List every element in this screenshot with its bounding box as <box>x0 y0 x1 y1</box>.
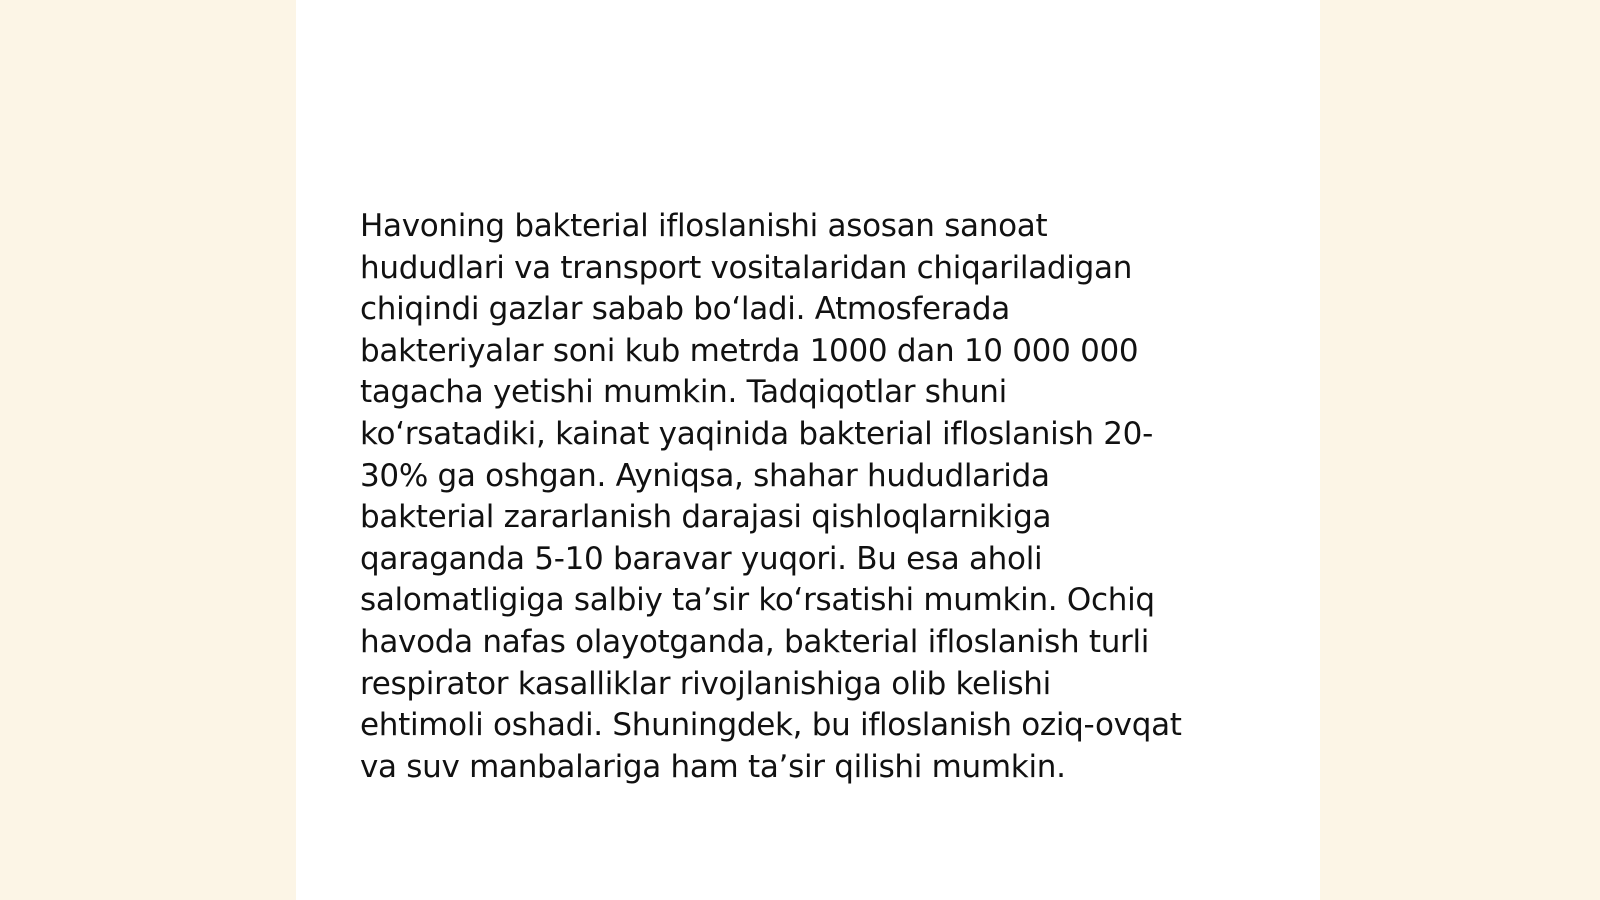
text-line: bakteriyalar soni kub metrda 1000 dan 10 000 000 <box>360 332 1139 369</box>
left-background-panel <box>0 0 296 900</box>
text-line: Havoning bakterial ifloslanishi asosan sanoat <box>360 208 1048 244</box>
text-line: bakterial zararlanish darajasi qishloqlarnikiga <box>360 499 1052 536</box>
text-line: 30% ga oshgan. Ayniqsa, shahar hududlarida <box>360 457 1050 494</box>
text-line: hududlari va transport vositalaridan chiqariladigan <box>360 249 1133 286</box>
text-line: salomatligiga salbiy taʼsir koʻrsatishi mumkin. Ochiq <box>360 582 1155 619</box>
text-line: havoda nafas olayotganda, bakterial ifloslanish turli <box>360 623 1150 660</box>
slide-body-text <box>360 206 1260 788</box>
right-background-panel <box>1320 0 1600 900</box>
text-line: va suv manbalariga ham taʼsir qilishi mumkin. <box>360 748 1066 785</box>
text-line: chiqindi gazlar sabab boʻladi. Atmosferada <box>360 291 1010 328</box>
text-line: respirator kasalliklar rivojlanishiga olib kelishi <box>360 665 1051 702</box>
text-line: tagacha yetishi mumkin. Tadqiqotlar shuni <box>360 374 1007 411</box>
text-line: qaraganda 5-10 baravar yuqori. Bu esa aholi <box>360 540 1043 577</box>
text-line: ehtimoli oshadi. Shuningdek, bu ifloslanish oziq-ovqat <box>360 707 1182 744</box>
slide-canvas <box>296 0 1320 900</box>
text-line: koʻrsatadiki, kainat yaqinida bakterial ifloslanish 20- <box>360 415 1153 452</box>
